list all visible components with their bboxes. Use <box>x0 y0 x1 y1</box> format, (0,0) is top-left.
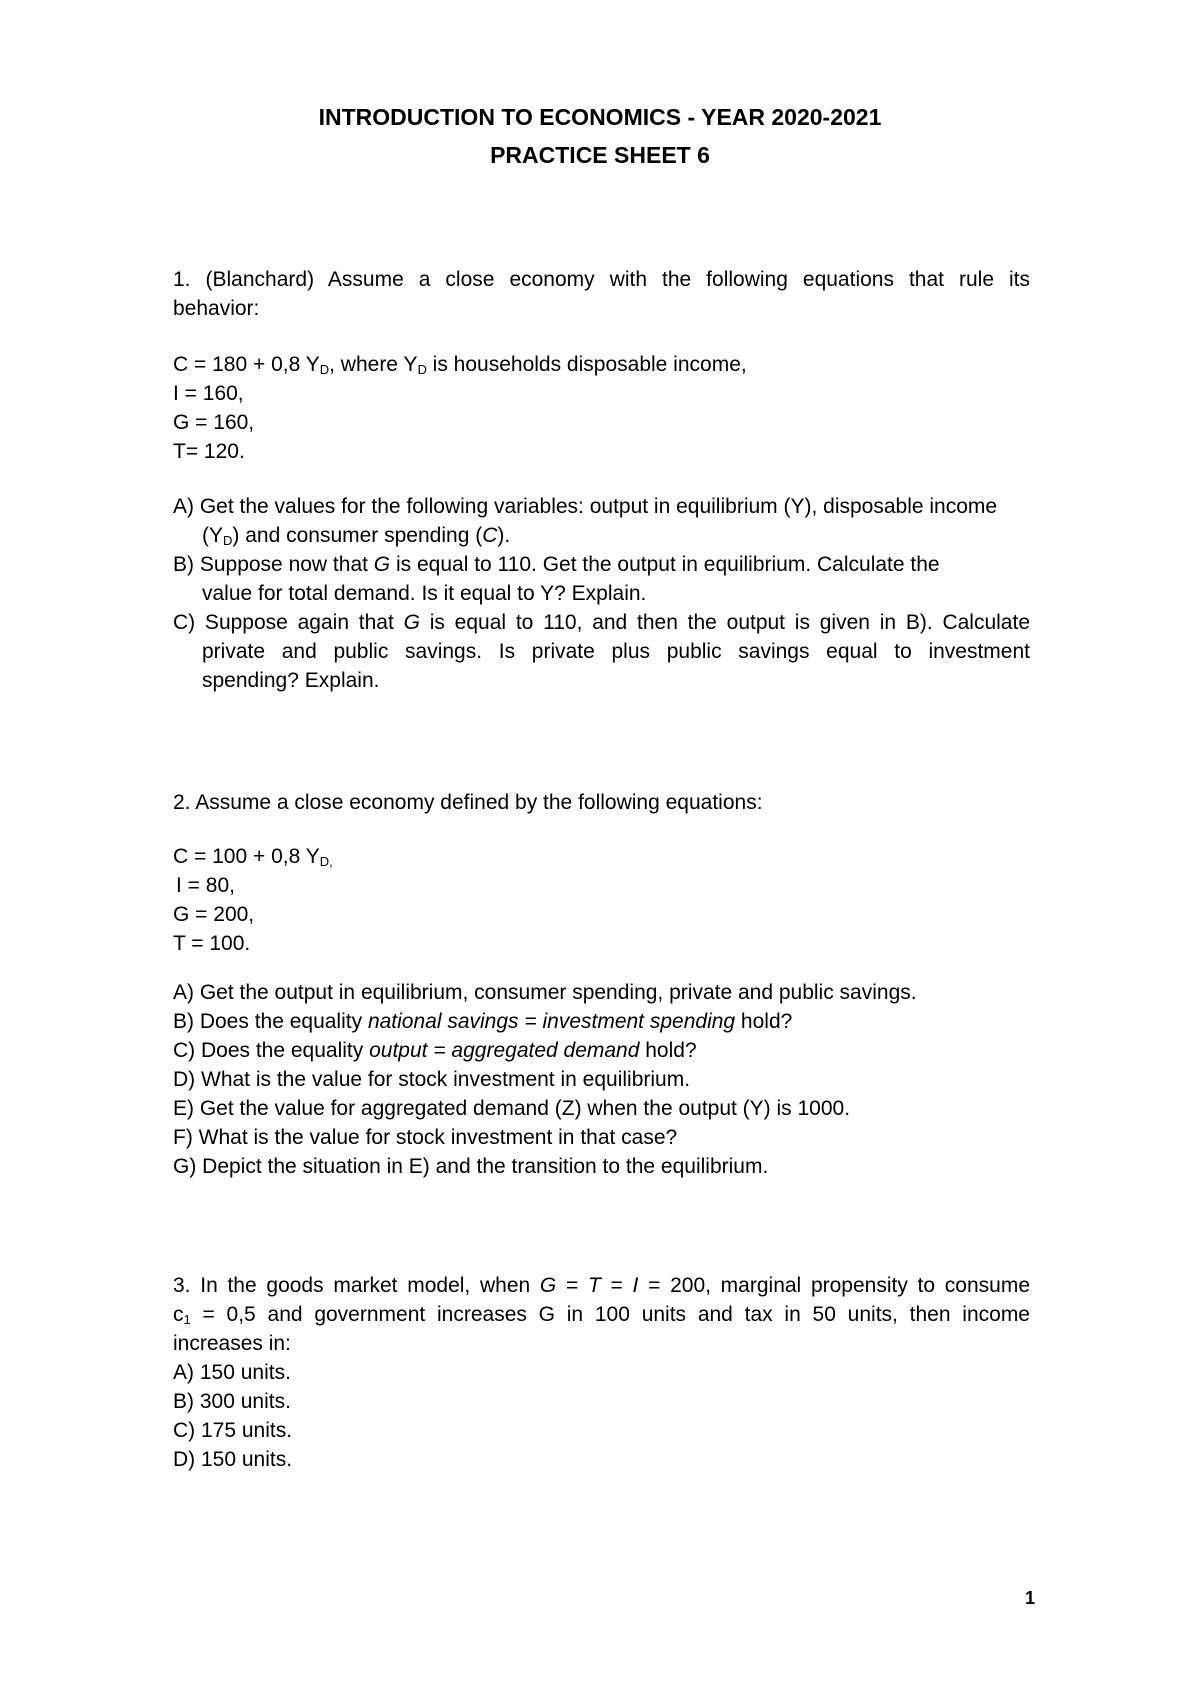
q1-equation-i: I = 160, <box>173 382 244 405</box>
q3-line-2: $c_1 = 0,5$ and government increases G in 100 units and tax in 50 units, then income <box>173 1303 1030 1327</box>
q3-option-b: B) 300 units. <box>173 1390 291 1413</box>
q2-equation-g: G = 200, <box>173 903 255 926</box>
q1-equation-g: G = 160, <box>173 411 255 434</box>
q1-intro-line-1: 1. (Blanchard) Assume a close economy with the following equations that rule its <box>173 268 1030 291</box>
q2-part-b: B) Does the equality national savings = investment spending hold? <box>173 1010 793 1033</box>
q2-part-a: A) Get the output in equilibrium, consumer spending, private and public savings. <box>173 981 917 1004</box>
q1-equation-c: C = 180 + 0,8 $Y_D$, where $Y_D$ is households disposable income, <box>173 353 747 377</box>
q2-intro: 2. Assume a close economy defined by the following equations: <box>173 791 763 814</box>
q2-part-g: G) Depict the situation in E) and the transition to the equilibrium. <box>173 1155 769 1178</box>
q2-part-e: E) Get the value for aggregated demand (Z) when the output (Y) is 1000. <box>173 1097 851 1120</box>
document-title: INTRODUCTION TO ECONOMICS - YEAR 2020-2021 <box>318 104 882 130</box>
q1-intro-line-2: behavior: <box>173 297 260 320</box>
q2-equation-i: I = 80, <box>176 874 235 897</box>
q1-part-c-line-2: private and public savings. Is private plus public savings equal to investment <box>202 640 1030 663</box>
document-subtitle: PRACTICE SHEET 6 <box>490 142 710 168</box>
q3-line-3: increases in: <box>173 1332 291 1355</box>
q2-part-f: F) What is the value for stock investment in that case? <box>173 1126 678 1149</box>
q1-part-b-line-1: B) Suppose now that G is equal to 110. Get the output in equilibrium. Calculate the <box>173 553 940 576</box>
q3-line-1: 3. In the goods market model, when G = T = I = 200, marginal propensity to consume <box>173 1274 1030 1297</box>
q3-option-c: C) 175 units. <box>173 1419 293 1442</box>
q1-part-c-line-3: spending? Explain. <box>202 669 380 692</box>
page-number: 1 <box>1025 1588 1036 1608</box>
q1-part-c-line-1: C) Suppose again that G is equal to 110, and then the output is given in B). Calculate <box>173 611 1031 634</box>
q1-part-a-line-1: A) Get the values for the following variables: output in equilibrium (Y), disposable income <box>173 495 998 518</box>
q2-part-d: D) What is the value for stock investment in equilibrium. <box>173 1068 691 1091</box>
q3-option-d: D) 150 units. <box>173 1448 293 1471</box>
q1-part-b-line-2: value for total demand. Is it equal to Y? Explain. <box>202 582 647 605</box>
q2-equation-c: C = 100 + 0,8 $Y_{D,}$ <box>173 845 333 869</box>
q3-option-a: A) 150 units. <box>173 1361 291 1384</box>
q1-part-a-line-2: $(Y_D)$ and consumer spending (C). <box>202 524 511 548</box>
q2-part-c: C) Does the equality output = aggregated demand hold? <box>173 1039 697 1062</box>
q1-equation-t: T= 120. <box>173 440 245 463</box>
q2-equation-t: T = 100. <box>173 932 251 955</box>
